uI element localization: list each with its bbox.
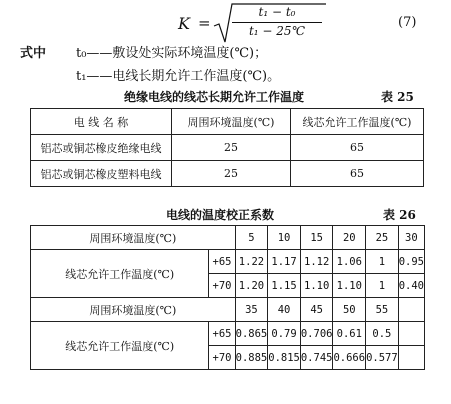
temp-cell: 50 [333,298,366,322]
formula [160,2,360,46]
table-header-row [31,298,425,322]
temp-cell [398,298,424,322]
factor-cell: 1.15 [268,274,301,298]
core-temp-cell: +70 [209,346,235,370]
core-label-cell: 线芯允许工作温度(℃) [31,322,209,370]
table-cell: 铝芯或铜芯橡皮塑料电线 [31,161,172,187]
equation-number: (7) [398,15,417,30]
factor-cell: 0.40 [398,274,424,298]
table26-number: 表 26 [383,208,416,222]
factor-cell: 0.865 [235,322,268,346]
formula-equals: = [198,14,211,32]
core-temp-cell: +70 [209,274,235,298]
temp-cell: 15 [300,226,333,250]
factor-cell: 0.706 [300,322,333,346]
ambient-label-cell: 周围环境温度(℃) [31,298,236,322]
table26 [30,225,425,370]
factor-cell: 0.95 [398,250,424,274]
factor-cell: 1 [366,250,399,274]
table-row [31,322,425,346]
header-cell: 电 线 名 称 [31,109,172,135]
factor-cell: 1.10 [300,274,333,298]
table-cell: 65 [291,161,424,187]
temp-cell: 25 [366,226,399,250]
factor-cell: 0.815 [268,346,301,370]
table-row [31,135,424,161]
table-header-row [31,109,424,135]
factor-cell: 1.12 [300,250,333,274]
table25-caption: 绝缘电线的线芯长期允许工作温度 [124,90,305,104]
table-cell: 65 [291,135,424,161]
header-cell: 线芯允许工作温度(℃) [291,109,424,135]
ambient-label-cell: 周围环境温度(℃) [31,226,236,250]
temp-cell: 5 [235,226,268,250]
factor-cell: 0.5 [366,322,399,346]
table25 [30,108,424,187]
temp-cell: 40 [268,298,301,322]
fraction-bar [232,22,322,23]
temp-cell: 10 [268,226,301,250]
factor-cell: 1.20 [235,274,268,298]
factor-cell: 1.06 [333,250,366,274]
table-cell: 25 [172,161,291,187]
temp-cell: 35 [235,298,268,322]
definition-t1: t₁——电线长期允许工作温度(℃)。 [76,69,281,84]
factor-cell: 0.61 [333,322,366,346]
core-label-cell: 线芯允许工作温度(℃) [31,250,209,298]
table26-caption: 电线的温度校正系数 [166,208,275,222]
formula-numerator: t₁ − t₀ [258,5,296,19]
factor-cell: 0.885 [235,346,268,370]
factor-cell: 0.666 [333,346,366,370]
table25-number: 表 25 [381,90,414,104]
header-cell: 周围环境温度(℃) [172,109,291,135]
table-cell: 25 [172,135,291,161]
temp-cell: 30 [398,226,424,250]
table-row [31,250,425,274]
factor-cell: 0.79 [268,322,301,346]
factor-cell: 1.17 [268,250,301,274]
temp-cell: 45 [300,298,333,322]
core-temp-cell: +65 [209,250,235,274]
formula-denominator: t₁ − 25℃ [248,24,305,38]
core-temp-cell: +65 [209,322,235,346]
factor-cell: 1 [366,274,399,298]
formula-lhs: K [178,14,190,33]
table-header-row [31,226,425,250]
temp-cell: 20 [333,226,366,250]
factor-cell: 1.22 [235,250,268,274]
definition-t0: t₀——敷设处实际环境温度(℃)； [76,46,268,61]
factor-cell: 1.10 [333,274,366,298]
factor-cell: 0.745 [300,346,333,370]
factor-cell [398,322,424,346]
where-label: 式中 [20,46,47,61]
table-row [31,161,424,187]
factor-cell: 0.577 [366,346,399,370]
temp-cell: 55 [366,298,399,322]
table-cell: 铝芯或铜芯橡皮绝缘电线 [31,135,172,161]
factor-cell [398,346,424,370]
